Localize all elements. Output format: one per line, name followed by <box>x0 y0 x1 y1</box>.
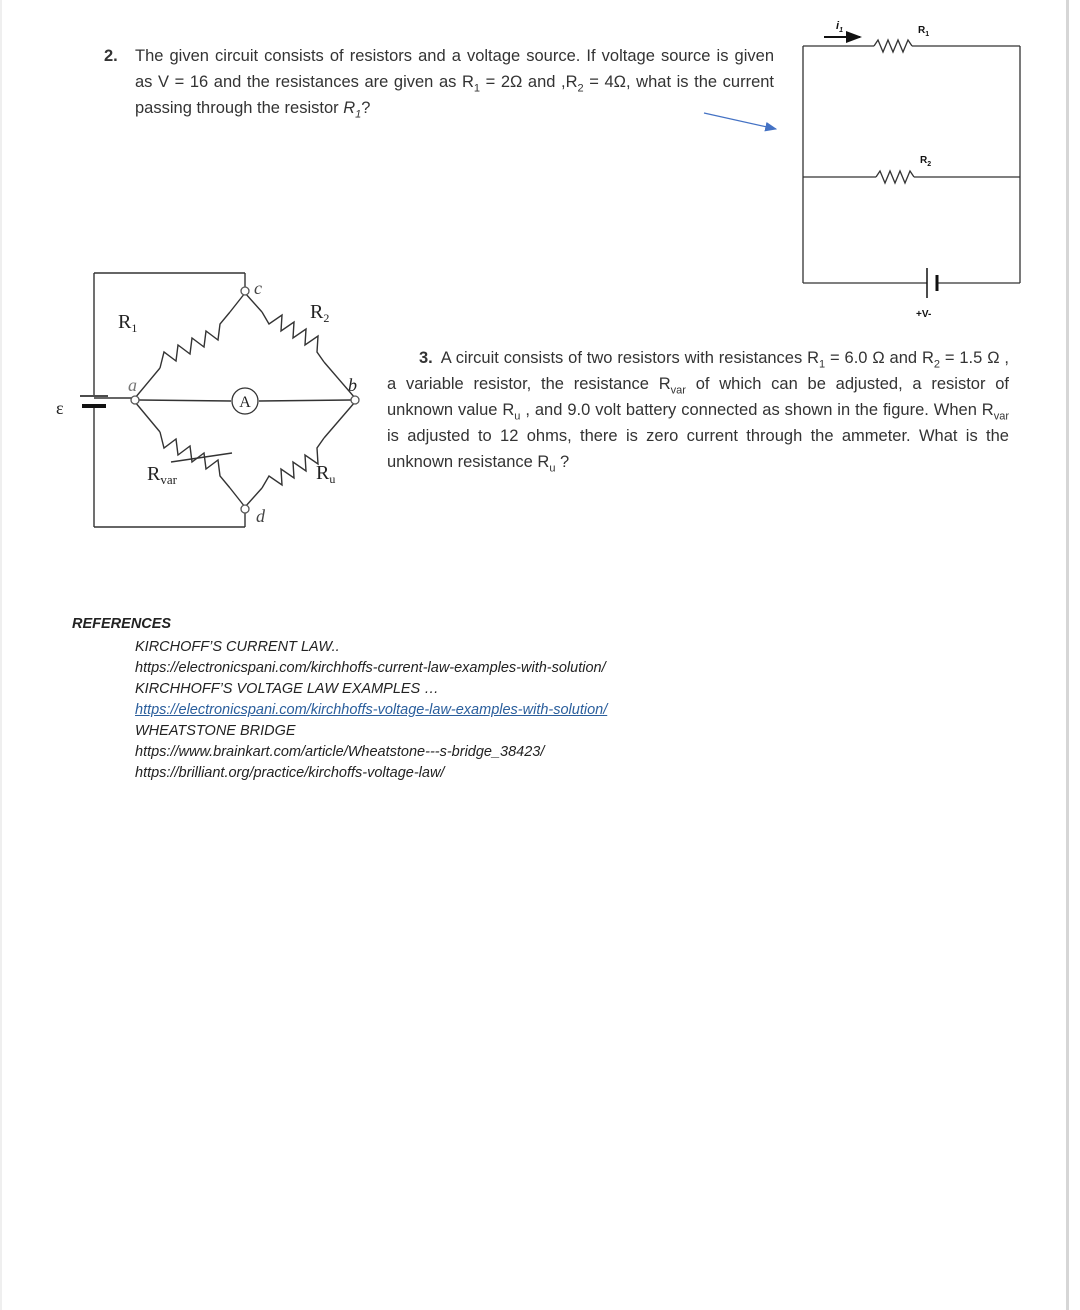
node-c <box>241 287 249 295</box>
resistor-ru <box>262 438 324 488</box>
resistor-r1 <box>874 40 912 52</box>
r1-label: $R_1$ <box>918 25 930 38</box>
question-2-text: The given circuit consists of resistors and a voltage source. If voltage source is given as V = 16 and the resistances are given as $R_1 = 2\Omega$ and $,R_2 = 4\Omega$, what is the current passing through the resistor $R_1$? <box>135 47 775 121</box>
ammeter-label: A <box>239 394 251 411</box>
node-a-label: a <box>128 375 137 395</box>
resistor-r2 <box>876 171 914 183</box>
battery-v <box>927 268 937 298</box>
reference-link[interactable]: https://brilliant.org/practice/kirchoffs-voltage-law/ <box>135 765 445 781</box>
reference-link[interactable]: https://electronicspani.com/kirchhoffs-voltage-law-examples-with-solution/ <box>135 702 608 718</box>
pointer-arrow <box>704 113 776 129</box>
node-b <box>351 396 359 404</box>
question-3-number: 3. <box>419 349 433 367</box>
reference-item: WHEATSTONE BRIDGE <box>135 723 296 739</box>
question-3: 3. A circuit consists of two resistors with resistances $R_1 = 6.0$ Ω and $R_2 = 1.5$ Ω , a variable resistor, the resistance $R_{var}$ of which can be adjusted, a resistor of unknown value $R_u$ , and 9.0 volt battery connected as shown in the figure. When $R_{var}$ is adjusted to 12 ohms, there is zero current through the ammeter. What is the unknown resistance $R_u$ ? <box>387 349 1010 475</box>
resistor-r1 <box>160 312 230 368</box>
reference-link[interactable]: https://electronicspani.com/kirchhoffs-current-law-examples-with-solution/ <box>135 660 606 676</box>
node-d <box>241 505 249 513</box>
node-c-label: c <box>254 278 262 298</box>
parallel-circuit <box>803 40 1020 283</box>
reference-item: KIRCHOFF’S CURRENT LAW.. <box>135 639 340 655</box>
emf-label: ε <box>56 398 64 418</box>
reference-item: KIRCHHOFF’S VOLTAGE LAW EXAMPLES … <box>135 681 439 697</box>
reference-link[interactable]: https://www.brainkart.com/article/Wheatstone---s-bridge_38423/ <box>135 744 545 760</box>
references-title: REFERENCES <box>72 616 172 632</box>
question-2-number: 2. <box>104 47 118 65</box>
node-b-label: b <box>348 375 357 395</box>
circuit-diagrams <box>0 0 1080 610</box>
rvar-label: $R_{var}$ <box>147 463 177 487</box>
r2-label: $R_2$ <box>920 155 932 168</box>
ru-label: $R_u$ <box>316 462 336 486</box>
current-label: $i_1$ <box>836 20 843 34</box>
r2-label: $R_2$ <box>310 301 330 325</box>
references-list <box>135 637 607 784</box>
source-label: +V- <box>916 309 932 320</box>
node-d-label: d <box>256 506 265 526</box>
node-a <box>131 396 139 404</box>
r1-label: $R_1$ <box>118 311 138 335</box>
